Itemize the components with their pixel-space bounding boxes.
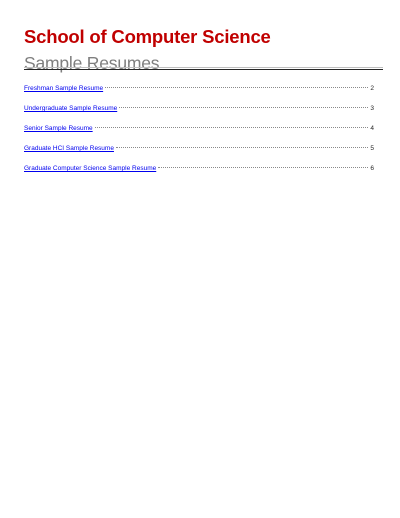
toc-entry-senior[interactable] [24, 122, 374, 142]
toc-link-graduate-hci[interactable]: Graduate HCI Sample Resume [24, 145, 114, 152]
toc-link-graduate-cs[interactable]: Graduate Computer Science Sample Resume [24, 165, 157, 172]
toc-link-freshman[interactable]: Freshman Sample Resume [24, 85, 104, 92]
toc-page-number: 6 [370, 165, 374, 172]
document-title: School of Computer Science [24, 26, 271, 47]
subtitle-rule [24, 69, 383, 70]
toc-entry-freshman[interactable] [24, 82, 374, 102]
toc-entry-graduate-cs[interactable] [24, 162, 374, 182]
toc-leader [158, 167, 368, 168]
toc-entry-undergraduate[interactable] [24, 102, 374, 122]
subtitle-rule-light [24, 67, 383, 68]
table-of-contents [24, 82, 374, 182]
toc-entry-graduate-hci[interactable] [24, 142, 374, 162]
toc-link-senior[interactable]: Senior Sample Resume [24, 125, 93, 132]
toc-page-number: 4 [370, 125, 374, 132]
toc-page-number: 5 [370, 145, 374, 152]
toc-page-number: 3 [370, 105, 374, 112]
toc-leader [119, 107, 368, 108]
toc-leader [95, 127, 368, 128]
toc-leader [116, 147, 368, 148]
document-subtitle: Sample Resumes [24, 53, 160, 73]
toc-page-number: 2 [370, 85, 374, 92]
toc-leader [105, 87, 368, 88]
toc-link-undergraduate[interactable]: Undergraduate Sample Resume [24, 105, 118, 112]
